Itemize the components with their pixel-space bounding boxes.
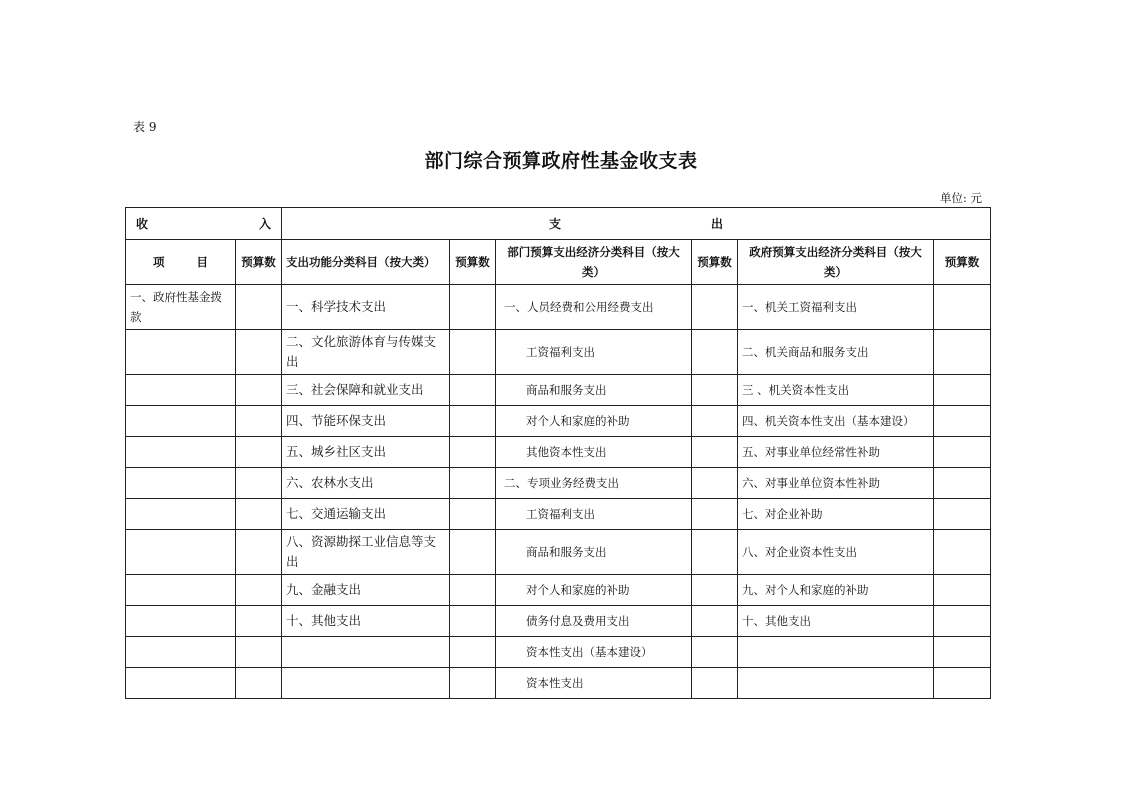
func-class-cell: 八、资源勘探工业信息等支出 [282, 530, 450, 575]
budget-cell [236, 406, 282, 437]
dept-econ-cell: 对个人和家庭的补助 [496, 575, 692, 606]
func-class-cell: 四、节能环保支出 [282, 406, 450, 437]
gov-econ-cell: 八、对企业资本性支出 [738, 530, 934, 575]
func-class-cell: 五、城乡社区支出 [282, 437, 450, 468]
budget-cell [692, 637, 738, 668]
budget-cell [450, 499, 496, 530]
budget-cell [450, 375, 496, 406]
budget-cell [450, 606, 496, 637]
budget-cell [450, 330, 496, 375]
section-header-row [126, 208, 991, 240]
gov-econ-cell: 二、机关商品和服务支出 [738, 330, 934, 375]
table-row [126, 637, 991, 668]
unit-label: 单位: 元 [939, 191, 982, 205]
income-left-char: 收 [136, 216, 149, 231]
budget-cell [692, 499, 738, 530]
budget-cell [450, 668, 496, 699]
func-class-cell: 七、交通运输支出 [282, 499, 450, 530]
dept-econ-class-header: 部门预算支出经济分类科目（按大类） [496, 240, 692, 285]
item-header-a: 项 [152, 255, 165, 269]
table-row [126, 499, 991, 530]
budget-cell [934, 668, 991, 699]
income-item-cell: 一、政府性基金拨款 [126, 285, 236, 330]
income-budget-header: 预算数 [236, 240, 282, 285]
table-row [126, 468, 991, 499]
gov-econ-cell: 十、其他支出 [738, 606, 934, 637]
dept-econ-cell: 工资福利支出 [496, 499, 692, 530]
func-budget-header: 预算数 [450, 240, 496, 285]
income-item-cell [126, 468, 236, 499]
budget-cell [934, 375, 991, 406]
budget-cell [934, 575, 991, 606]
func-class-cell: 一、科学技术支出 [282, 285, 450, 330]
budget-cell [934, 606, 991, 637]
budget-cell [450, 285, 496, 330]
dept-econ-cell: 资本性支出 [496, 668, 692, 699]
budget-cell [692, 575, 738, 606]
func-class-cell: 二、文化旅游体育与传媒支出 [282, 330, 450, 375]
income-item-cell [126, 330, 236, 375]
gov-budget-header: 预算数 [934, 240, 991, 285]
dept-budget-header: 预算数 [692, 240, 738, 285]
item-header-b: 目 [196, 255, 209, 269]
budget-cell [236, 668, 282, 699]
table-number: 表 9 [133, 120, 157, 134]
budget-cell [692, 530, 738, 575]
gov-econ-cell: 五、对事业单位经常性补助 [738, 437, 934, 468]
income-item-cell [126, 637, 236, 668]
budget-cell [692, 668, 738, 699]
gov-econ-cell: 九、对个人和家庭的补助 [738, 575, 934, 606]
table-row [126, 530, 991, 575]
income-item-cell [126, 575, 236, 606]
func-class-cell [282, 668, 450, 699]
income-item-cell [126, 375, 236, 406]
func-class-cell: 九、金融支出 [282, 575, 450, 606]
budget-cell [934, 468, 991, 499]
budget-cell [934, 530, 991, 575]
table-row [126, 406, 991, 437]
income-item-cell [126, 437, 236, 468]
income-item-cell [126, 668, 236, 699]
dept-econ-cell: 工资福利支出 [496, 330, 692, 375]
expense-right-char: 出 [711, 216, 724, 231]
expense-left-char: 支 [549, 216, 562, 231]
budget-cell [236, 468, 282, 499]
budget-cell [236, 375, 282, 406]
func-class-cell [282, 637, 450, 668]
budget-cell [236, 285, 282, 330]
dept-econ-cell: 商品和服务支出 [496, 375, 692, 406]
budget-cell [450, 637, 496, 668]
func-class-cell: 六、农林水支出 [282, 468, 450, 499]
income-item-cell [126, 606, 236, 637]
gov-econ-cell: 一、机关工资福利支出 [738, 285, 934, 330]
income-item-cell [126, 406, 236, 437]
budget-cell [450, 530, 496, 575]
expense-section-header [282, 208, 991, 240]
income-item-cell [126, 530, 236, 575]
income-item-cell [126, 499, 236, 530]
budget-cell [236, 606, 282, 637]
budget-cell [934, 330, 991, 375]
budget-cell [450, 406, 496, 437]
column-header-row [126, 240, 991, 285]
table-row [126, 437, 991, 468]
budget-cell [692, 406, 738, 437]
table-row [126, 285, 991, 330]
budget-cell [692, 285, 738, 330]
budget-cell [236, 637, 282, 668]
page-title: 部门综合预算政府性基金收支表 [424, 150, 698, 172]
dept-econ-cell: 一、人员经费和公用经费支出 [496, 285, 692, 330]
budget-cell [450, 575, 496, 606]
budget-cell [692, 375, 738, 406]
gov-econ-cell: 三 、机关资本性支出 [738, 375, 934, 406]
gov-econ-cell [738, 668, 934, 699]
budget-cell [236, 330, 282, 375]
gov-econ-cell: 七、对企业补助 [738, 499, 934, 530]
func-class-cell: 三、社会保障和就业支出 [282, 375, 450, 406]
gov-econ-cell: 六、对事业单位资本性补助 [738, 468, 934, 499]
dept-econ-cell: 资本性支出（基本建设） [496, 637, 692, 668]
budget-cell [450, 468, 496, 499]
func-class-cell: 十、其他支出 [282, 606, 450, 637]
gov-econ-cell: 四、机关资本性支出（基本建设） [738, 406, 934, 437]
dept-econ-cell: 商品和服务支出 [496, 530, 692, 575]
budget-cell [934, 285, 991, 330]
table-row [126, 606, 991, 637]
table-row [126, 375, 991, 406]
gov-econ-class-header: 政府预算支出经济分类科目（按大类） [738, 240, 934, 285]
budget-cell [236, 530, 282, 575]
budget-cell [934, 499, 991, 530]
item-header [126, 240, 236, 285]
table-row [126, 575, 991, 606]
budget-cell [934, 437, 991, 468]
budget-cell [692, 468, 738, 499]
table-row [126, 668, 991, 699]
income-right-char: 入 [258, 216, 271, 231]
budget-cell [692, 330, 738, 375]
dept-econ-cell: 对个人和家庭的补助 [496, 406, 692, 437]
dept-econ-cell: 债务付息及费用支出 [496, 606, 692, 637]
budget-cell [934, 637, 991, 668]
func-class-header: 支出功能分类科目（按大类） [282, 240, 450, 285]
dept-econ-cell: 二、专项业务经费支出 [496, 468, 692, 499]
dept-econ-cell: 其他资本性支出 [496, 437, 692, 468]
budget-cell [934, 406, 991, 437]
budget-cell [450, 437, 496, 468]
budget-cell [236, 437, 282, 468]
budget-cell [692, 437, 738, 468]
gov-econ-cell [738, 637, 934, 668]
income-section-header [126, 208, 282, 240]
budget-cell [692, 606, 738, 637]
budget-cell [236, 499, 282, 530]
table-row [126, 330, 991, 375]
budget-cell [236, 575, 282, 606]
budget-table [125, 207, 991, 699]
